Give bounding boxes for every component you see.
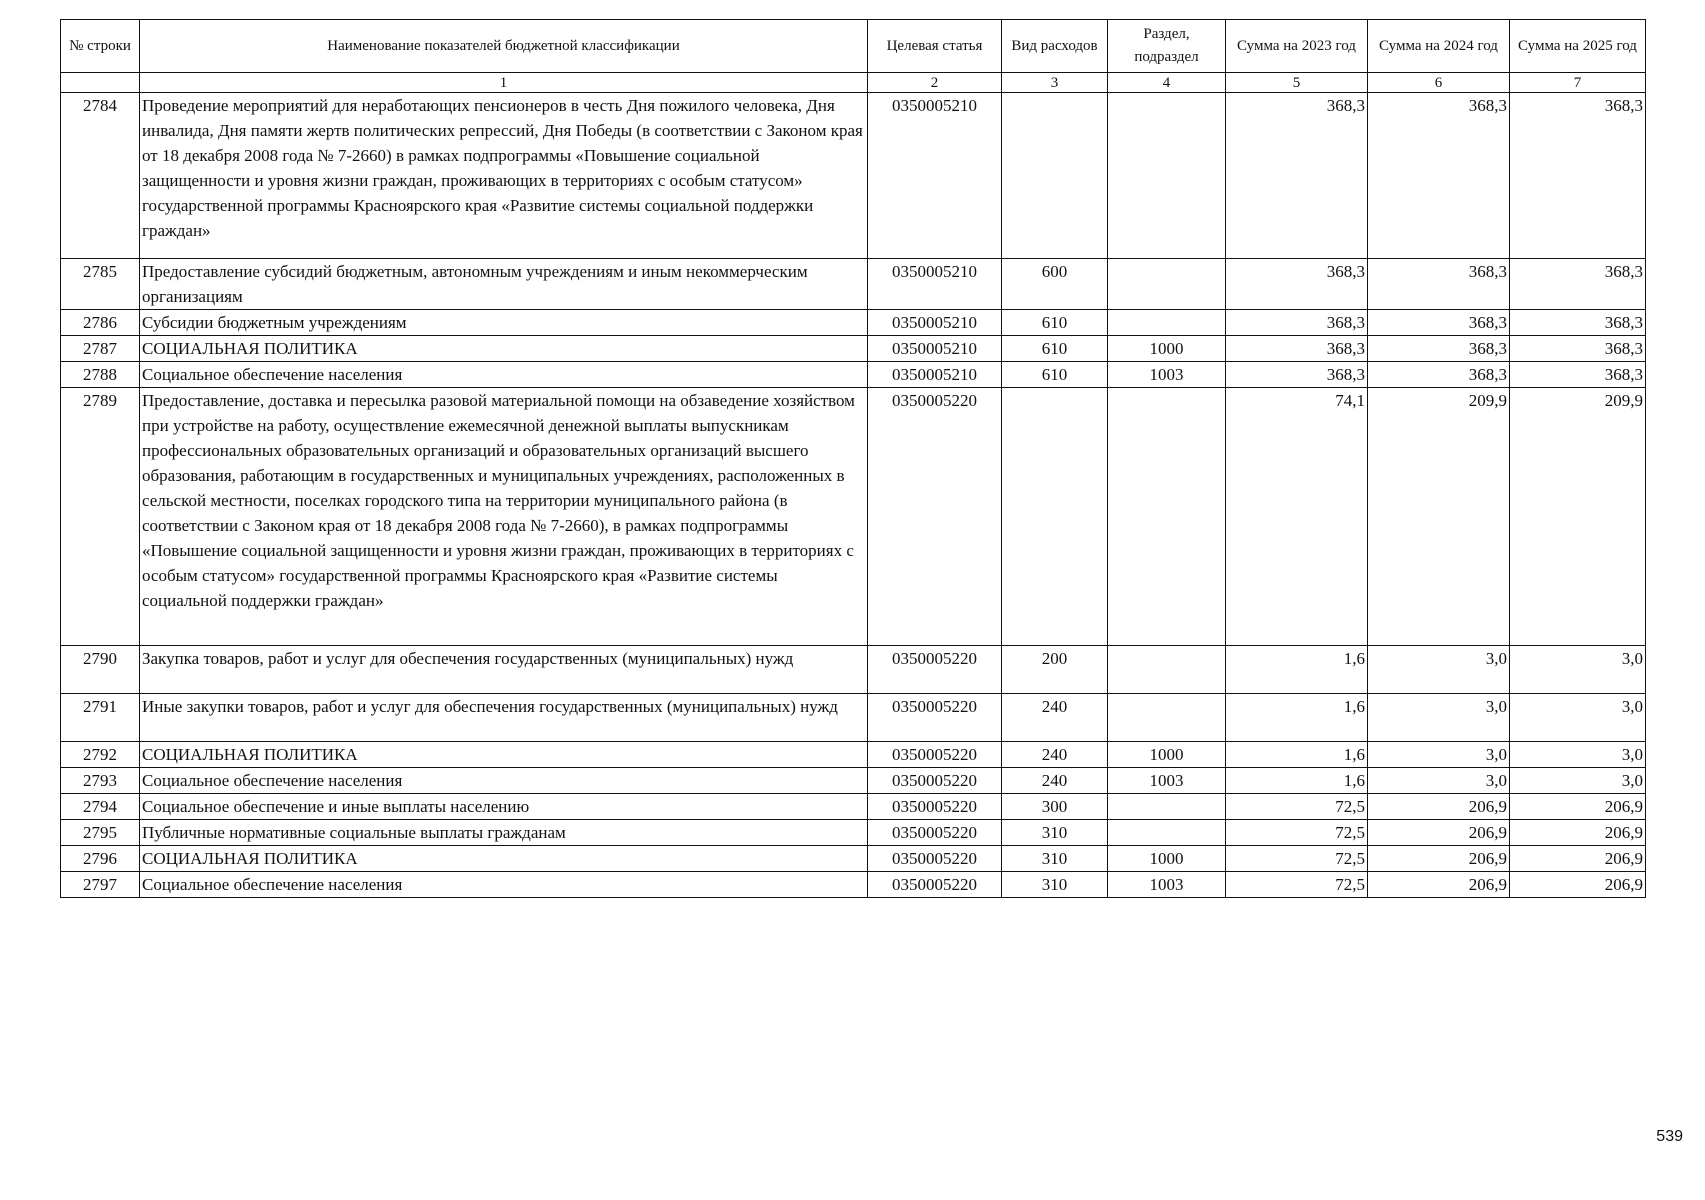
expense-kind-cell: 310 [1002,846,1108,872]
target-article-cell: 0350005220 [868,794,1002,820]
table-row [61,742,1646,768]
sum-2023-cell: 368,3 [1226,336,1368,362]
section-cell: 1000 [1108,742,1226,768]
section-cell: 1003 [1108,768,1226,794]
table-row [61,388,1646,646]
header-sum-2025: Сумма на 2025 год [1510,20,1646,73]
section-cell [1108,310,1226,336]
budget-table [60,19,1646,898]
target-article-cell: 0350005210 [868,310,1002,336]
target-article-cell: 0350005220 [868,768,1002,794]
table-row [61,794,1646,820]
sum-2025-cell: 206,9 [1510,872,1646,898]
sum-2023-cell: 368,3 [1226,93,1368,259]
expense-kind-cell: 200 [1002,646,1108,694]
row-number-cell: 2797 [61,872,140,898]
indicator-name-cell: Закупка товаров, работ и услуг для обеспечения государственных (муниципальных) нужд [140,646,868,694]
target-article-cell: 0350005220 [868,846,1002,872]
sum-2025-cell: 3,0 [1510,646,1646,694]
indicator-name-cell: Предоставление субсидий бюджетным, автономным учреждениям и иным некоммерческим организациям [140,259,868,310]
column-number: 6 [1368,73,1510,93]
table-row [61,820,1646,846]
sum-2024-cell: 3,0 [1368,694,1510,742]
table-row [61,872,1646,898]
page-number: 539 [1656,1128,1683,1145]
sum-2024-cell: 206,9 [1368,846,1510,872]
header-sum-2024: Сумма на 2024 год [1368,20,1510,73]
sum-2025-cell: 206,9 [1510,820,1646,846]
table-header [61,20,1646,93]
indicator-name-cell: СОЦИАЛЬНАЯ ПОЛИТИКА [140,742,868,768]
row-number-cell: 2786 [61,310,140,336]
row-number-cell: 2784 [61,93,140,259]
section-cell: 1000 [1108,846,1226,872]
row-number-cell: 2794 [61,794,140,820]
target-article-cell: 0350005220 [868,646,1002,694]
indicator-name-cell: Социальное обеспечение населения [140,362,868,388]
sum-2023-cell: 72,5 [1226,794,1368,820]
sum-2025-cell: 368,3 [1510,259,1646,310]
header-sum-2023: Сумма на 2023 год [1226,20,1368,73]
sum-2023-cell: 72,5 [1226,846,1368,872]
table-row [61,310,1646,336]
sum-2024-cell: 3,0 [1368,768,1510,794]
sum-2024-cell: 209,9 [1368,388,1510,646]
header-kind: Вид расходов [1002,20,1108,73]
sum-2025-cell: 368,3 [1510,362,1646,388]
sum-2023-cell: 1,6 [1226,768,1368,794]
column-number: 7 [1510,73,1646,93]
section-cell [1108,694,1226,742]
column-number: 4 [1108,73,1226,93]
column-number: 5 [1226,73,1368,93]
table-row [61,93,1646,259]
header-section: Раздел, подраздел [1108,20,1226,73]
target-article-cell: 0350005220 [868,872,1002,898]
section-cell: 1003 [1108,362,1226,388]
sum-2023-cell: 74,1 [1226,388,1368,646]
row-number-cell: 2795 [61,820,140,846]
indicator-name-cell: Иные закупки товаров, работ и услуг для обеспечения государственных (муниципальных) нужд [140,694,868,742]
row-number-cell: 2790 [61,646,140,694]
target-article-cell: 0350005210 [868,336,1002,362]
table-row [61,646,1646,694]
expense-kind-cell: 240 [1002,694,1108,742]
sum-2024-cell: 368,3 [1368,93,1510,259]
expense-kind-cell: 610 [1002,362,1108,388]
row-number-cell: 2792 [61,742,140,768]
table-row [61,768,1646,794]
sum-2025-cell: 3,0 [1510,768,1646,794]
section-cell [1108,93,1226,259]
expense-kind-cell: 310 [1002,872,1108,898]
row-number-cell: 2788 [61,362,140,388]
sum-2025-cell: 206,9 [1510,846,1646,872]
table-row [61,846,1646,872]
sum-2024-cell: 206,9 [1368,820,1510,846]
indicator-name-cell: СОЦИАЛЬНАЯ ПОЛИТИКА [140,846,868,872]
sum-2024-cell: 368,3 [1368,259,1510,310]
target-article-cell: 0350005210 [868,93,1002,259]
indicator-name-cell: Социальное обеспечение населения [140,872,868,898]
column-number-row [61,73,1646,93]
sum-2024-cell: 368,3 [1368,310,1510,336]
sum-2024-cell: 3,0 [1368,646,1510,694]
column-number: 3 [1002,73,1108,93]
sum-2023-cell: 1,6 [1226,694,1368,742]
section-cell [1108,646,1226,694]
target-article-cell: 0350005220 [868,388,1002,646]
target-article-cell: 0350005220 [868,694,1002,742]
target-article-cell: 0350005210 [868,259,1002,310]
table-row [61,259,1646,310]
expense-kind-cell: 610 [1002,336,1108,362]
indicator-name-cell: Социальное обеспечение населения [140,768,868,794]
target-article-cell: 0350005220 [868,820,1002,846]
sum-2023-cell: 1,6 [1226,742,1368,768]
sum-2023-cell: 368,3 [1226,362,1368,388]
expense-kind-cell: 300 [1002,794,1108,820]
sum-2023-cell: 368,3 [1226,259,1368,310]
section-cell [1108,820,1226,846]
expense-kind-cell: 240 [1002,742,1108,768]
row-number-cell: 2793 [61,768,140,794]
row-number-cell: 2796 [61,846,140,872]
header-name: Наименование показателей бюджетной классификации [140,20,868,73]
sum-2023-cell: 72,5 [1226,872,1368,898]
row-number-cell: 2787 [61,336,140,362]
column-number: 1 [140,73,868,93]
expense-kind-cell: 310 [1002,820,1108,846]
sum-2023-cell: 368,3 [1226,310,1368,336]
section-cell [1108,259,1226,310]
sum-2024-cell: 368,3 [1368,362,1510,388]
sum-2024-cell: 206,9 [1368,872,1510,898]
expense-kind-cell [1002,388,1108,646]
indicator-name-cell: Проведение мероприятий для неработающих пенсионеров в честь Дня пожилого человека, Дня инвалида, Дня памяти жертв политических репрессий, Дня Победы (в соответствии с Законом края от 18 декабря 2008 года № 7-2660) в рамках подпрограммы «Повышение социальной защищенности и уровня жизни граждан, проживающих в территориях с особым статусом» государственной программы Красноярского края «Развитие системы социальной поддержки граждан» [140,93,868,259]
indicator-name-cell: Субсидии бюджетным учреждениям [140,310,868,336]
target-article-cell: 0350005220 [868,742,1002,768]
sum-2025-cell: 206,9 [1510,794,1646,820]
sum-2023-cell: 1,6 [1226,646,1368,694]
column-number: 2 [868,73,1002,93]
expense-kind-cell: 600 [1002,259,1108,310]
row-number-cell: 2785 [61,259,140,310]
indicator-name-cell: Социальное обеспечение и иные выплаты населению [140,794,868,820]
sum-2025-cell: 368,3 [1510,336,1646,362]
table-body [61,93,1646,898]
sum-2025-cell: 3,0 [1510,742,1646,768]
sum-2025-cell: 368,3 [1510,93,1646,259]
indicator-name-cell: Публичные нормативные социальные выплаты гражданам [140,820,868,846]
sum-2024-cell: 3,0 [1368,742,1510,768]
row-number-cell: 2791 [61,694,140,742]
row-number-cell: 2789 [61,388,140,646]
sum-2023-cell: 72,5 [1226,820,1368,846]
expense-kind-cell [1002,93,1108,259]
section-cell [1108,794,1226,820]
section-cell: 1000 [1108,336,1226,362]
header-target: Целевая статья [868,20,1002,73]
indicator-name-cell: Предоставление, доставка и пересылка разовой материальной помощи на обзаведение хозяйством при устройстве на работу, осуществление ежемесячной денежной выплаты выпускникам профессиональных образовательных организаций и образовательных организаций высшего образования, работающим в государственных и муниципальных учреждениях, расположенных в сельской местности, поселках городского типа на территории муниципального района (в соответствии с Законом края от 18 декабря 2008 года № 7-2660), в рамках подпрограммы «Повышение социальной защищенности и уровня жизни граждан, проживающих в территориях с особым статусом» государственной программы Красноярского края «Развитие системы социальной поддержки граждан» [140,388,868,646]
table-row [61,694,1646,742]
header-row-no: № строки [61,20,140,73]
sum-2024-cell: 206,9 [1368,794,1510,820]
expense-kind-cell: 610 [1002,310,1108,336]
table-row [61,336,1646,362]
column-number [61,73,140,93]
table-row [61,362,1646,388]
target-article-cell: 0350005210 [868,362,1002,388]
section-cell [1108,388,1226,646]
sum-2025-cell: 368,3 [1510,310,1646,336]
indicator-name-cell: СОЦИАЛЬНАЯ ПОЛИТИКА [140,336,868,362]
expense-kind-cell: 240 [1002,768,1108,794]
section-cell: 1003 [1108,872,1226,898]
sum-2024-cell: 368,3 [1368,336,1510,362]
sum-2025-cell: 209,9 [1510,388,1646,646]
sum-2025-cell: 3,0 [1510,694,1646,742]
